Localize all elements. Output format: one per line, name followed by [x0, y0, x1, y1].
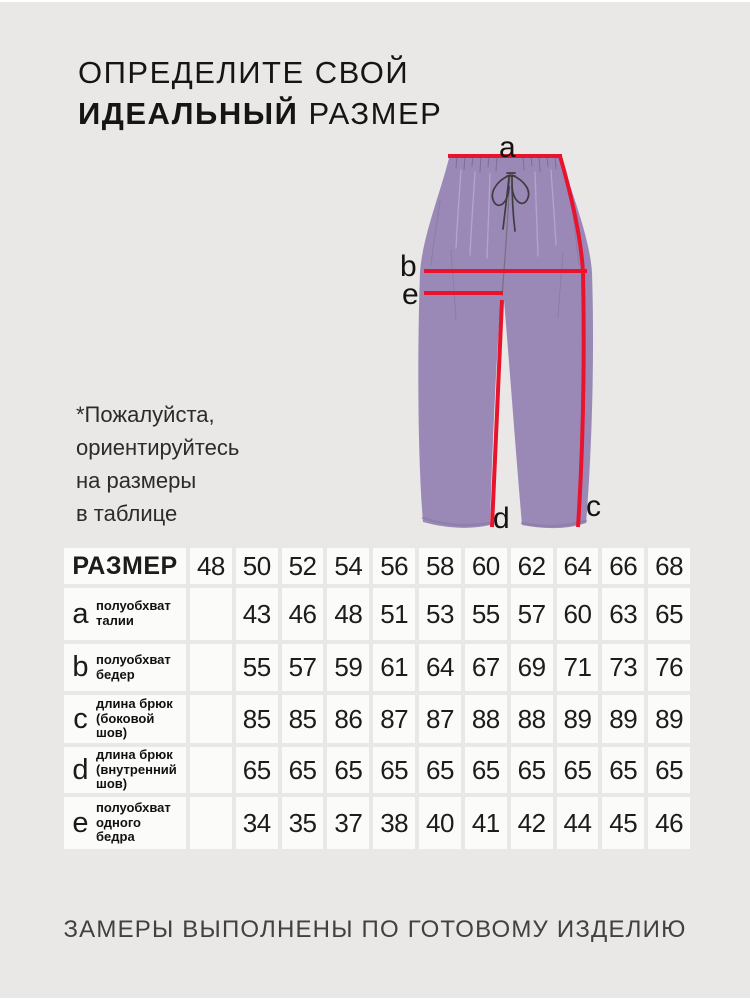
cell-a-50: 43 — [236, 588, 278, 640]
row-key: a — [72, 597, 89, 630]
size-col-header-60: 60 — [465, 548, 507, 584]
size-col-header-54: 54 — [327, 548, 369, 584]
cell-e-64: 44 — [557, 797, 599, 849]
cell-a-54: 48 — [327, 588, 369, 640]
cell-e-56: 38 — [373, 797, 415, 849]
row-key: b — [72, 651, 89, 683]
cell-a-52: 46 — [282, 588, 324, 640]
cell-d-54: 65 — [327, 747, 369, 793]
cell-b-52: 57 — [282, 644, 324, 691]
cell-c-50: 85 — [236, 695, 278, 743]
pants-illustration-icon — [395, 130, 645, 550]
measure-label-a: a — [499, 131, 516, 164]
row-key: e — [72, 806, 89, 839]
cell-b-66: 73 — [602, 644, 644, 691]
cell-d-62: 65 — [511, 747, 553, 793]
cell-e-52: 35 — [282, 797, 324, 849]
cell-c-60: 88 — [465, 695, 507, 743]
cell-c-58: 87 — [419, 695, 461, 743]
size-col-header-56: 56 — [373, 548, 415, 584]
cell-d-48 — [190, 747, 232, 793]
cell-e-48 — [190, 797, 232, 849]
cell-d-56: 65 — [373, 747, 415, 793]
cell-d-64: 65 — [557, 747, 599, 793]
size-col-header-66: 66 — [602, 548, 644, 584]
title-line2-rest: РАЗМЕР — [298, 96, 443, 131]
cell-b-64: 71 — [557, 644, 599, 691]
cell-a-64: 60 — [557, 588, 599, 640]
row-label-c — [64, 695, 186, 743]
row-key: d — [72, 753, 89, 786]
cell-d-58: 65 — [419, 747, 461, 793]
title-line1: ОПРЕДЕЛИТЕ СВОЙ — [78, 55, 410, 90]
cell-b-62: 69 — [511, 644, 553, 691]
row-description: длина брюк (боковой шов) — [96, 696, 173, 741]
cell-a-68: 65 — [648, 588, 690, 640]
row-key: c — [73, 702, 88, 735]
footer-caption: ЗАМЕРЫ ВЫПОЛНЕНЫ ПО ГОТОВОМУ ИЗДЕЛИЮ — [63, 916, 687, 943]
cell-a-62: 57 — [511, 588, 553, 640]
cell-c-54: 86 — [327, 695, 369, 743]
cell-a-60: 55 — [465, 588, 507, 640]
cell-b-54: 59 — [327, 644, 369, 691]
note-text — [76, 398, 239, 530]
cell-b-56: 61 — [373, 644, 415, 691]
measure-label-c: c — [586, 490, 601, 523]
cell-d-50: 65 — [236, 747, 278, 793]
size-col-header-50: 50 — [236, 548, 278, 584]
cell-c-66: 89 — [602, 695, 644, 743]
size-col-header-64: 64 — [557, 548, 599, 584]
cell-b-48 — [190, 644, 232, 691]
cell-c-52: 85 — [282, 695, 324, 743]
title-line2 — [78, 93, 442, 134]
row-description: полуобхват одного бедра — [96, 800, 171, 845]
cell-d-68: 65 — [648, 747, 690, 793]
cell-e-50: 34 — [236, 797, 278, 849]
measure-label-e: e — [402, 278, 419, 311]
size-col-header-62: 62 — [511, 548, 553, 584]
note-line: на размеры — [76, 468, 197, 493]
row-label-e — [64, 797, 186, 849]
cell-e-68: 46 — [648, 797, 690, 849]
cell-a-56: 51 — [373, 588, 415, 640]
cell-b-50: 55 — [236, 644, 278, 691]
size-col-header-52: 52 — [282, 548, 324, 584]
size-table-header-label: РАЗМЕР — [64, 548, 186, 584]
cell-a-66: 63 — [602, 588, 644, 640]
title-emphasis: ИДЕАЛЬНЫЙ — [78, 96, 299, 131]
cell-c-62: 88 — [511, 695, 553, 743]
cell-c-64: 89 — [557, 695, 599, 743]
pants-diagram — [395, 130, 645, 550]
cell-d-66: 65 — [602, 747, 644, 793]
page-title — [78, 52, 442, 134]
cell-e-62: 42 — [511, 797, 553, 849]
cell-d-60: 65 — [465, 747, 507, 793]
row-description: полуобхват бедер — [96, 651, 171, 682]
size-table — [64, 548, 690, 849]
cell-d-52: 65 — [282, 747, 324, 793]
row-label-b — [64, 644, 186, 691]
row-description: длина брюк (внутренний шов) — [96, 747, 177, 792]
measure-label-d: d — [493, 502, 510, 535]
cell-c-56: 87 — [373, 695, 415, 743]
cell-b-58: 64 — [419, 644, 461, 691]
measure-label-b: b — [400, 250, 417, 283]
cell-a-58: 53 — [419, 588, 461, 640]
cell-e-66: 45 — [602, 797, 644, 849]
cell-e-54: 37 — [327, 797, 369, 849]
row-label-a — [64, 588, 186, 640]
note-line: *Пожалуйста, — [76, 402, 215, 427]
size-col-header-48: 48 — [190, 548, 232, 584]
cell-b-60: 67 — [465, 644, 507, 691]
row-description: полуобхват талии — [96, 598, 171, 628]
cell-c-68: 89 — [648, 695, 690, 743]
size-col-header-68: 68 — [648, 548, 690, 584]
cell-b-68: 76 — [648, 644, 690, 691]
note-line: ориентируйтесь — [76, 435, 240, 460]
note-line: в таблице — [76, 501, 178, 526]
cell-c-48 — [190, 695, 232, 743]
cell-e-60: 41 — [465, 797, 507, 849]
cell-e-58: 40 — [419, 797, 461, 849]
row-label-d — [64, 747, 186, 793]
size-col-header-58: 58 — [419, 548, 461, 584]
cell-a-48 — [190, 588, 232, 640]
